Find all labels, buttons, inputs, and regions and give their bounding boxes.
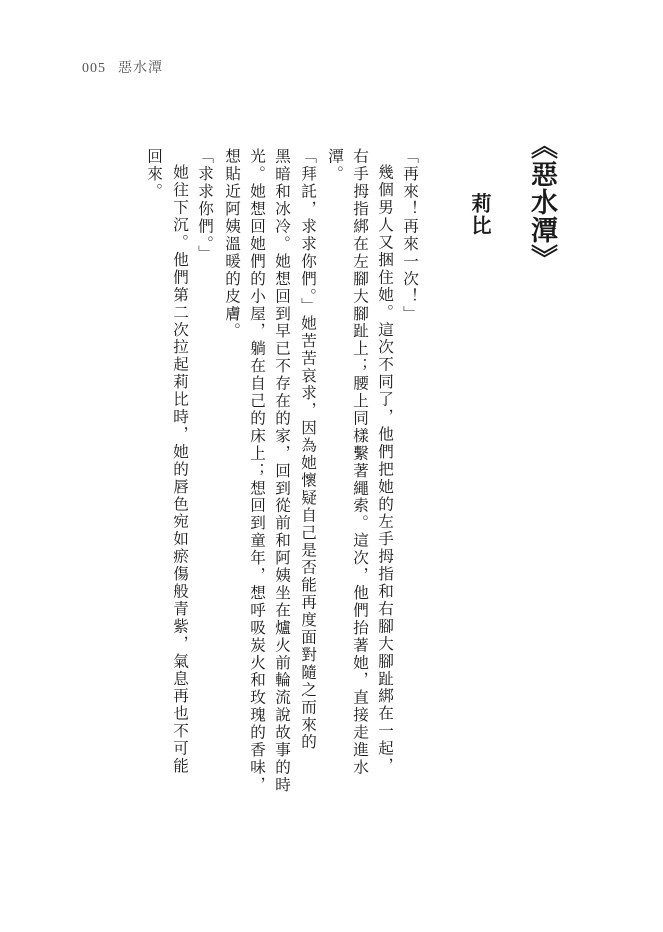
body-line: 「拜託，求求你們。」她苦苦哀求，因為她懷疑自己是否能再度面對隨之而來的 [299,148,317,751]
body-line: 回來。 [145,148,163,201]
body-line: 潭。 [326,148,344,183]
body-line: 她往下沉。他們第二次拉起莉比時，她的唇色宛如瘀傷般青紫，氣息再也不可能 [171,164,189,775]
body-line: 右手拇指綁在左腳大腳趾上；腰上同樣繫著繩索。這次，他們抬著她，直接走進水 [351,148,369,777]
body-line: 黑暗和冰冷。她想回到早已不存在的家，回到從前和阿姨坐在爐火前輪流說故事的時 [273,148,291,794]
chapter-title: 莉比 [468,193,492,237]
running-title: 惡水潭 [118,60,163,76]
body-line: 光。她想回她們的小屋，躺在自己的床上；想回到童年，想呼吸炭火和玫瑰的香味， [248,148,266,794]
body-line: 幾個男人又捆住她。這次不同了，他們把她的左手拇指和右腳大腳趾綁在一起， [376,164,394,775]
book-title: 《惡水潭》 [526,132,557,272]
page-number: 005 [82,61,106,76]
body-line: 「再來！再來一次！」 [401,148,419,323]
body-line: 「求求你們。」 [196,148,214,263]
body-line: 想貼近阿姨溫暖的皮膚。 [223,148,241,340]
running-header [82,57,163,77]
